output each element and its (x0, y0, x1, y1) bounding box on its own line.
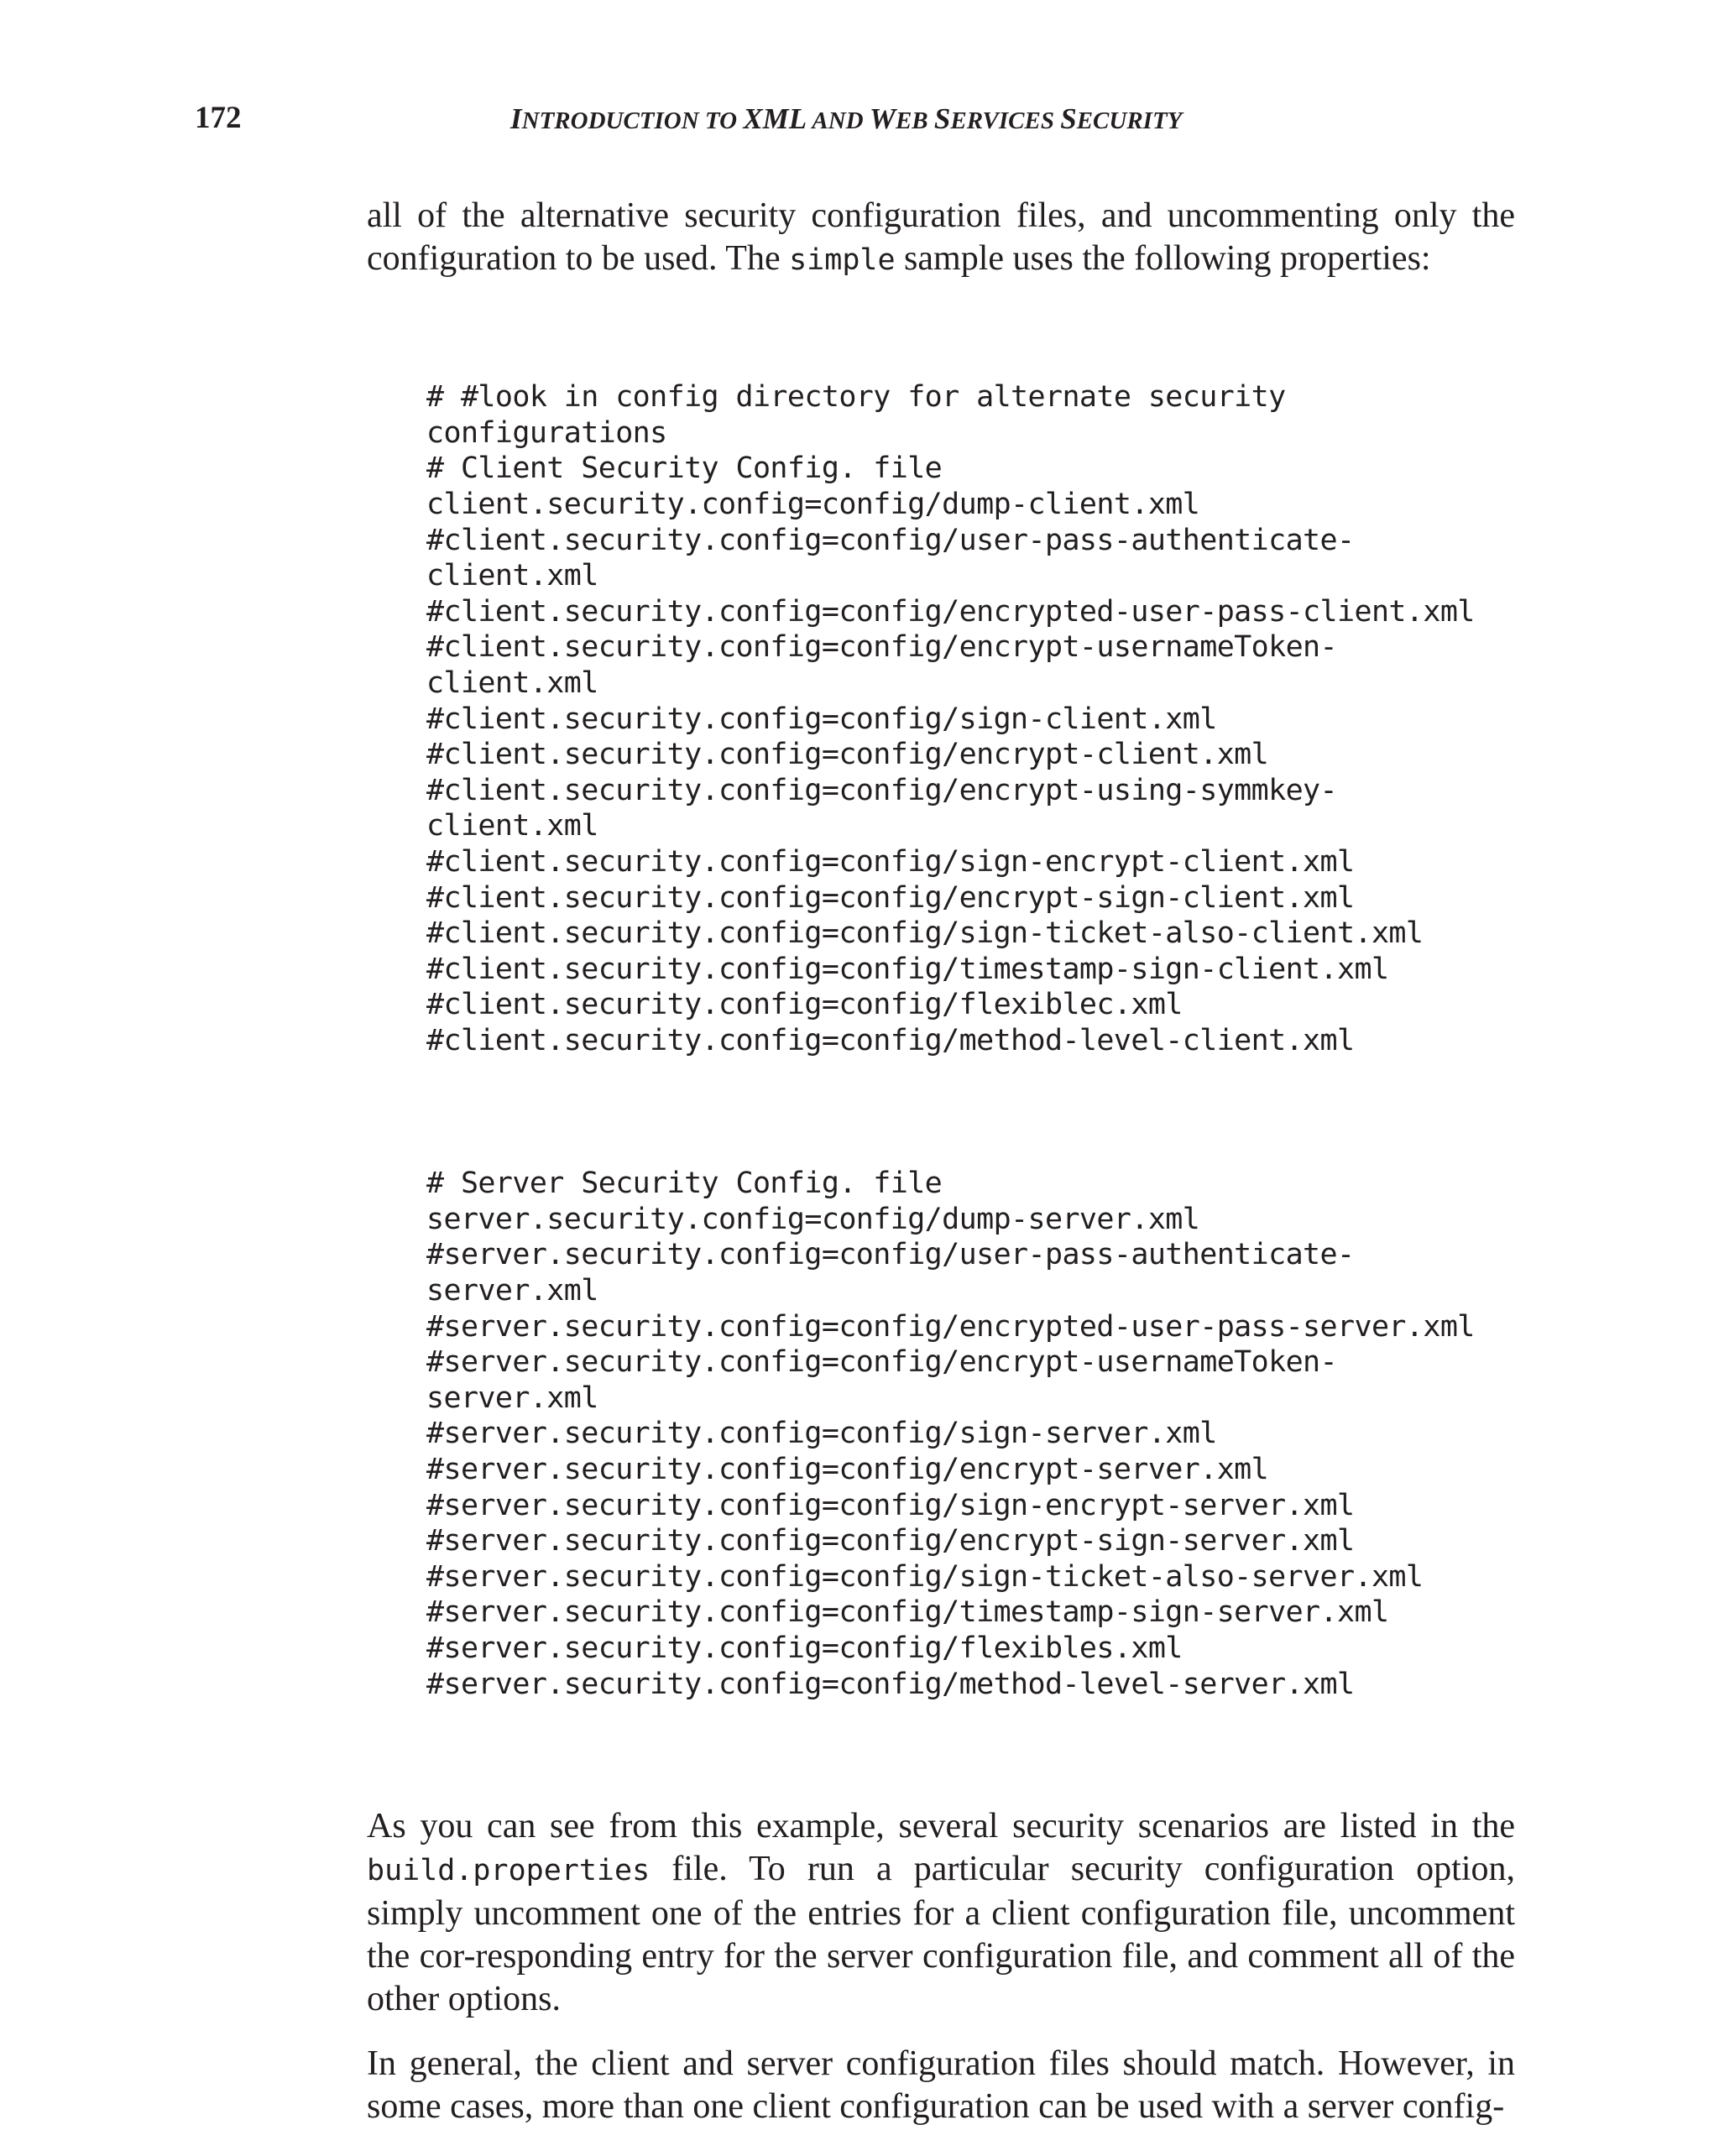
code-line: client.xml (426, 559, 598, 593)
code-line: #client.security.config=config/timestamp-sign-client.xml (426, 952, 1389, 986)
running-head-part: EB (895, 107, 934, 134)
client-config-lines (426, 379, 1515, 1058)
page-number: 172 (195, 101, 242, 135)
code-line: #client.security.config=config/flexiblec.xml (426, 988, 1183, 1022)
code-line: #server.security.config=config/sign-server.xml (426, 1417, 1217, 1451)
code-line: # Server Security Config. file (426, 1167, 943, 1201)
inline-code-simple: simple (789, 243, 896, 277)
code-line: #server.security.config=config/sign-ticket-also-server.xml (426, 1559, 1424, 1594)
running-head-part: NTRODUCTION TO (521, 107, 744, 134)
running-head-part: I (510, 102, 522, 135)
code-line: #server.security.config=config/sign-encrypt-server.xml (426, 1488, 1355, 1522)
intro-text-after: sample uses the following properties: (895, 239, 1431, 278)
code-line: server.security.config=config/dump-server.xml (426, 1202, 1200, 1236)
intro-text-before: all of the alternative security configuration files, and uncommenting only the configuration to be used. The (367, 196, 1515, 278)
code-line: #server.security.config=config/method-level-server.xml (426, 1667, 1355, 1701)
code-line: client.security.config=config/dump-client.xml (426, 487, 1200, 521)
code-line: #client.security.config=config/encrypt-client.xml (426, 738, 1269, 772)
explanation-text-after: file. To run a particular security configuration option, simply uncomment one of the entries for a client configuration file, uncomment the cor-responding entry for the server configuration file, and comment all of the other options. (367, 1850, 1515, 2019)
code-line: #client.security.config=config/encrypt-sign-client.xml (426, 880, 1355, 915)
running-head (510, 101, 1182, 139)
inline-code-build-properties: build.properties (367, 1854, 651, 1888)
running-head-part: W (869, 102, 896, 135)
code-line: #client.security.config=config/user-pass-authenticate- (426, 523, 1355, 557)
code-line: #server.security.config=config/encrypt-usernameToken- (426, 1345, 1338, 1380)
intro-paragraph (367, 195, 1515, 282)
code-line: #server.security.config=config/encrypt-sign-server.xml (426, 1524, 1355, 1558)
code-line: #client.security.config=config/sign-client.xml (426, 702, 1217, 736)
general-paragraph: In general, the client and server configuration files should match. However, in some cases, more than one client configuration can be used with a server config- (367, 2044, 1515, 2127)
code-line: server.xml (426, 1381, 598, 1415)
code-line: #server.security.config=config/encrypt-server.xml (426, 1453, 1269, 1486)
code-line: client.xml (426, 809, 598, 843)
running-head-part: ECURITY (1076, 107, 1183, 134)
code-line: #client.security.config=config/encrypt-using-symmkey- (426, 773, 1338, 807)
page-body (367, 195, 1515, 2128)
code-line: client.xml (426, 666, 598, 700)
code-line: # #look in config directory for alternate security (426, 380, 1286, 415)
code-line: #server.security.config=config/timestamp-sign-server.xml (426, 1595, 1389, 1630)
code-line: # Client Security Config. file (426, 452, 943, 486)
code-line: #server.security.config=config/encrypted-user-pass-server.xml (426, 1309, 1475, 1344)
code-line: #client.security.config=config/encrypted-user-pass-client.xml (426, 594, 1475, 629)
running-head-part: S (1060, 102, 1077, 135)
properties-code-block (426, 308, 1515, 1773)
code-line: #client.security.config=config/encrypt-usernameToken- (426, 630, 1338, 665)
running-head-part: XML (743, 102, 807, 135)
code-line: #client.security.config=config/method-level-client.xml (426, 1023, 1355, 1057)
code-line: #server.security.config=config/user-pass-authenticate- (426, 1238, 1355, 1272)
server-config-lines (426, 1166, 1515, 1702)
code-line: #client.security.config=config/sign-ticket-also-client.xml (426, 916, 1424, 951)
code-line: server.xml (426, 1274, 598, 1308)
code-line: #client.security.config=config/sign-encrypt-client.xml (426, 844, 1355, 879)
running-head-part: ERVICES (950, 107, 1061, 134)
code-line: #server.security.config=config/flexibles.xml (426, 1631, 1183, 1665)
running-head-part: S (933, 102, 951, 135)
explanation-paragraph (367, 1805, 1515, 2021)
explanation-text-before: As you can see from this example, several security scenarios are listed in the (367, 1807, 1515, 1846)
code-line: configurations (426, 415, 667, 450)
running-head-part: AND (807, 107, 870, 134)
